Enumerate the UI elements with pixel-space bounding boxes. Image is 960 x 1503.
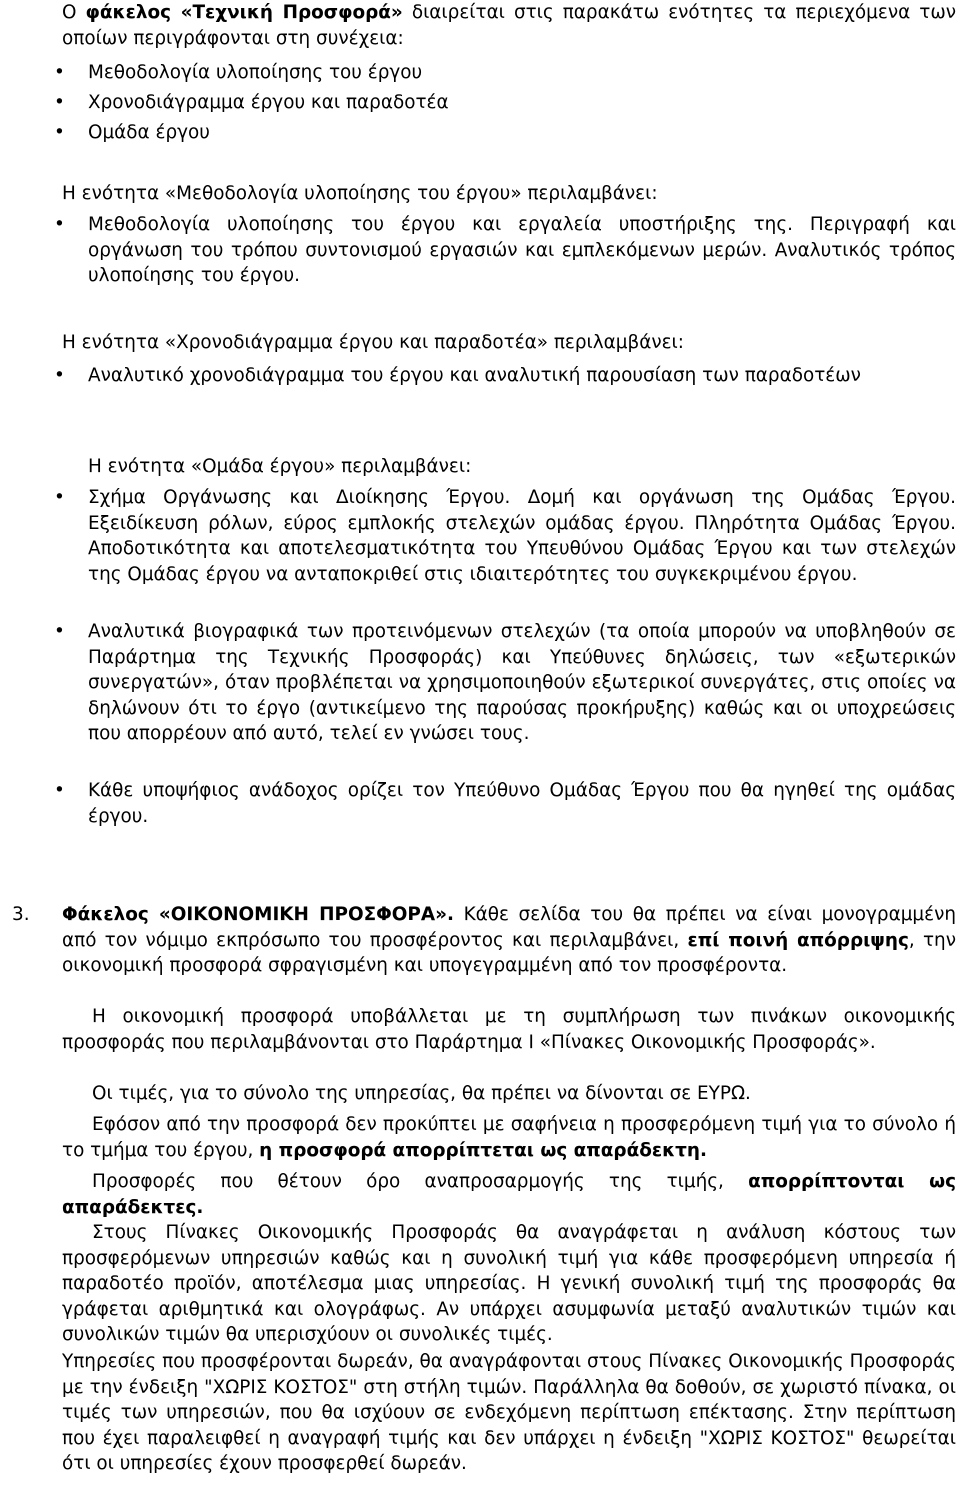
bullet-icon: • bbox=[54, 487, 65, 508]
methodology-heading: Η ενότητα «Μεθοδολογία υλοποίησης του έργου» περιλαμβάνει: bbox=[62, 183, 658, 204]
bullet-icon: • bbox=[54, 780, 65, 801]
section-title: Φάκελος «ΟΙΚΟΝΟΜΙΚΗ ΠΡΟΣΦΟΡΑ». bbox=[62, 904, 454, 925]
bullet-text: Αναλυτικό χρονοδιάγραμμα του έργου και αναλυτική παρουσίαση των παραδοτέων bbox=[88, 365, 861, 386]
bullet-icon: • bbox=[54, 365, 65, 386]
list-item-text: Ομάδα έργου bbox=[88, 122, 210, 143]
schedule-heading: Η ενότητα «Χρονοδιάγραμμα έργου και παραδοτέα» περιλαμβάνει: bbox=[62, 332, 684, 353]
team-bullet-1 bbox=[50, 485, 956, 587]
financial-p1-text: Κάθε σελίδα του θα πρέπει να είναι μονογραμμένη από τον νόμιμο εκπρόσωπο του προσφέροντος και περιλαμβάνει, bbox=[62, 904, 956, 951]
list-item-text: Μεθοδολογία υλοποίησης του έργου bbox=[88, 62, 423, 83]
section-number: 3. bbox=[12, 904, 30, 925]
financial-p5-bold: απορρίπτονται ως απαράδεκτες. bbox=[62, 1171, 956, 1218]
bullet-text: Κάθε υποψήφιος ανάδοχος ορίζει τον Υπεύθυνο Ομάδας Έργου που θα ηγηθεί της ομάδας έργου. bbox=[88, 780, 956, 827]
section-list-item bbox=[50, 90, 956, 116]
intro-paragraph bbox=[62, 0, 956, 51]
financial-paragraph-4 bbox=[62, 1112, 956, 1163]
list-item-text: Χρονοδιάγραμμα έργου και παραδοτέα bbox=[88, 92, 449, 113]
team-heading: Η ενότητα «Ομάδα έργου» περιλαμβάνει: bbox=[88, 456, 472, 477]
bullet-text: Σχήμα Οργάνωσης και Διοίκησης Έργου. Δομή και οργάνωση της Ομάδας Έργου. Εξειδίκευση ρόλων, εύρος εμπλοκής στελεχών ομάδας έργου. Πληρότητα Ομάδας Έργου. Αποδοτικότητα και αποτελεσματικότητα του Υπευθύνου Ομάδας Έργου και των στελεχών της Ομάδας έργου να ανταποκριθεί στις ιδιαιτερότητες του συγκεκριμένου έργου. bbox=[88, 487, 956, 585]
financial-paragraph-3: Οι τιμές, για το σύνολο της υπηρεσίας, θα πρέπει να δίνονται σε ΕΥΡΩ. bbox=[92, 1083, 751, 1104]
financial-paragraph-7: Υπηρεσίες που προσφέρονται δωρεάν, θα αναγράφονται στους Πίνακες Οικονομικής Προσφοράς με την ένδειξη "ΧΩΡΙΣ ΚΟΣΤΟΣ" στη στήλη τιμών. Παράλληλα θα δοθούν, σε χωριστό πίνακα, οι τιμές των υπηρεσιών, που θα ισχύουν σε ενδεχόμενη περίπτωση επέκτασης. Στην περίπτωση που έχει παραλειφθεί η αναγραφή τιμής και δεν υπάρχει η ένδειξη "ΧΩΡΙΣ ΚΟΣΤΟΣ" θεωρείται ότι οι υπηρεσίες έχουν προσφερθεί δωρεάν. bbox=[62, 1351, 956, 1474]
financial-p1-text-end: , την οικονομική προσφορά σφραγισμένη και υπογεγραμμένη από τον προσφέροντα. bbox=[62, 929, 956, 976]
bullet-icon: • bbox=[54, 92, 65, 113]
bullet-text: Αναλυτικά βιογραφικά των προτεινόμενων στελεχών (τα οποία μπορούν να υποβληθούν σε Παράρτημα της Τεχνικής Προσφοράς) και Υπεύθυνες δηλώσεις, των «εξωτερικών συνεργατών», όταν προβλέπεται να χρησιμοποιηθούν εξωτερικοί συνεργάτες, στις οποίες να δηλώνουν ότι το έργο (αντικείμενο της παρούσας προκήρυξης) καθώς και οι υποχρεώσεις που απορρέουν από αυτό, τελεί εν γνώσει τους. bbox=[88, 621, 956, 744]
section-list-item bbox=[50, 120, 956, 146]
team-bullet-3 bbox=[50, 778, 956, 829]
financial-section bbox=[12, 902, 956, 979]
methodology-bullet bbox=[50, 212, 956, 289]
section-list-item bbox=[50, 60, 956, 86]
bullet-icon: • bbox=[54, 122, 65, 143]
intro-post: διαιρείται στις παρακάτω ενότητες τα περιεχόμενα των οποίων περιγράφονται στη συνέχεια: bbox=[62, 2, 956, 49]
bullet-icon: • bbox=[54, 214, 65, 235]
financial-p4-bold: η προσφορά απορρίπτεται ως απαράδεκτη. bbox=[259, 1139, 707, 1161]
financial-p1-bold: επί ποινή απόρριψης bbox=[687, 929, 909, 951]
financial-paragraph-2: Η οικονομική προσφορά υποβάλλεται με τη συμπλήρωση των πινάκων οικονομικής προσφοράς που περιλαμβάνονται στο Παράρτημα Ι «Πίνακες Οικονομικής Προσφοράς». bbox=[62, 1006, 956, 1053]
bullet-text: Μεθοδολογία υλοποίησης του έργου και εργαλεία υποστήριξης της. Περιγραφή και οργάνωση του τρόπου συντονισμού εργασιών και εμπλεκόμενων μερών. Αναλυτικός τρόπος υλοποίησης του έργου. bbox=[88, 214, 956, 286]
financial-paragraph-6: Στους Πίνακες Οικονομικής Προσφοράς θα αναγράφεται η ανάλυση κόστους των προσφερόμενων υπηρεσιών καθώς και η συνολική τιμή για κάθε προσφερόμενη υπηρεσία ή παραδοτέο προϊόν, αποτέλεσμα μιας υπηρεσίας. Η γενική συνολική τιμή της προσφοράς θα γράφεται αριθμητικά και ολογράφως. Αν υπάρχει ασυμφωνία μεταξύ αναλυτικών τιμών και συνολικών τιμών θα υπερισχύουν οι συνολικές τιμές. bbox=[62, 1222, 956, 1345]
intro-pre: Ο bbox=[62, 2, 86, 23]
intro-bold: φάκελος «Τεχνική Προσφορά» bbox=[85, 2, 403, 23]
bullet-icon: • bbox=[54, 62, 65, 83]
bullet-icon: • bbox=[54, 621, 65, 642]
financial-p5-text: Προσφορές που θέτουν όρο αναπροσαρμογής της τιμής, bbox=[92, 1171, 749, 1192]
team-bullet-2 bbox=[50, 619, 956, 747]
schedule-bullet bbox=[50, 363, 956, 389]
financial-p4-text: Εφόσον από την προσφορά δεν προκύπτει με σαφήνεια η προσφερόμενη τιμή για το σύνολο ή το τμήμα του έργου, bbox=[62, 1114, 956, 1161]
financial-paragraph-5 bbox=[62, 1169, 956, 1220]
